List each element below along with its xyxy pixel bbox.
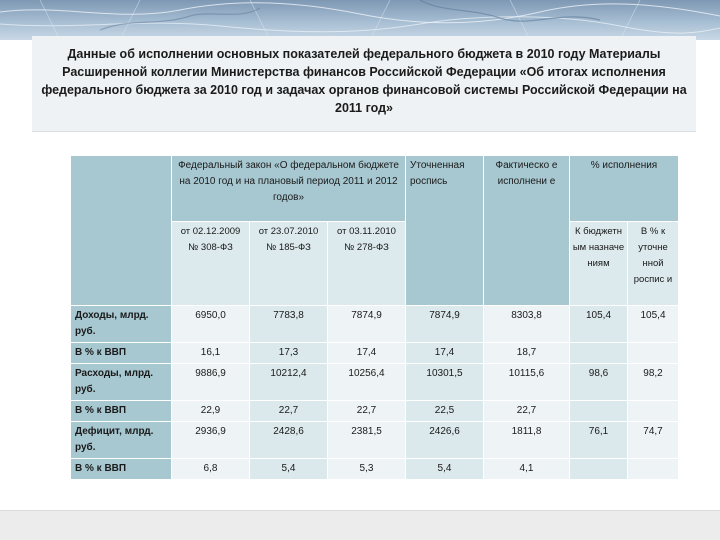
table-cell bbox=[570, 343, 628, 364]
table-cell: 98,6 bbox=[570, 364, 628, 401]
row-label: В % к ВВП bbox=[71, 343, 172, 364]
table-cell bbox=[628, 343, 679, 364]
row-label: Дефицит, млрд. руб. bbox=[71, 422, 172, 459]
table-row bbox=[71, 364, 679, 401]
table-cell: 10115,6 bbox=[484, 364, 570, 401]
header-empty-corner bbox=[71, 156, 172, 306]
table-cell: 6950,0 bbox=[172, 306, 250, 343]
table-row bbox=[71, 422, 679, 459]
table-cell: 22,7 bbox=[250, 401, 328, 422]
table-cell: 22,9 bbox=[172, 401, 250, 422]
table-cell: 5,3 bbox=[328, 459, 406, 480]
table-cell: 76,1 bbox=[570, 422, 628, 459]
table-row bbox=[71, 306, 679, 343]
table-cell: 6,8 bbox=[172, 459, 250, 480]
table-cell: 2426,6 bbox=[406, 422, 484, 459]
law-version-2 bbox=[250, 222, 328, 306]
header-pct-adjusted: В % к уточне нной роспис и bbox=[628, 222, 679, 306]
budget-table bbox=[70, 155, 679, 480]
table-cell: 105,4 bbox=[570, 306, 628, 343]
table-row bbox=[71, 343, 679, 364]
table-cell: 22,7 bbox=[484, 401, 570, 422]
law-version-number: № 308-ФЗ bbox=[188, 242, 233, 253]
table-cell: 17,3 bbox=[250, 343, 328, 364]
row-label: В % к ВВП bbox=[71, 401, 172, 422]
table-cell: 5,4 bbox=[250, 459, 328, 480]
table-cell bbox=[570, 401, 628, 422]
map-decoration bbox=[0, 0, 720, 40]
table-cell: 2381,5 bbox=[328, 422, 406, 459]
page-title: Данные об исполнении основных показателей федерального бюджета в 2010 году Материалы Расширенной коллегии Министерства финансов Российской Федерации «Об итогах исполнения федерального бюджета за 2010 год и задачах органов финансовой системы Российской Федерации на 2011 год» bbox=[41, 47, 687, 115]
table-cell: 1811,8 bbox=[484, 422, 570, 459]
table-cell: 7874,9 bbox=[406, 306, 484, 343]
table-cell: 8303,8 bbox=[484, 306, 570, 343]
table-cell: 5,4 bbox=[406, 459, 484, 480]
table-row bbox=[71, 459, 679, 480]
law-version-1 bbox=[172, 222, 250, 306]
table-cell: 7783,8 bbox=[250, 306, 328, 343]
header-pct-budget: К бюджетн ым назначе ниям bbox=[570, 222, 628, 306]
table-cell bbox=[628, 401, 679, 422]
table-cell: 22,7 bbox=[328, 401, 406, 422]
law-version-date: от 03.11.2010 bbox=[337, 226, 396, 237]
table-row bbox=[71, 401, 679, 422]
table-cell: 7874,9 bbox=[328, 306, 406, 343]
table-cell: 2936,9 bbox=[172, 422, 250, 459]
law-version-number: № 185-ФЗ bbox=[266, 242, 311, 253]
header-actual: Фактическо е исполнени е bbox=[484, 156, 570, 306]
table-cell: 16,1 bbox=[172, 343, 250, 364]
table-cell: 4,1 bbox=[484, 459, 570, 480]
table-cell: 17,4 bbox=[328, 343, 406, 364]
law-version-date: от 23.07.2010 bbox=[258, 226, 319, 237]
table-cell: 10301,5 bbox=[406, 364, 484, 401]
table-cell: 98,2 bbox=[628, 364, 679, 401]
law-version-date: от 02.12.2009 bbox=[180, 226, 241, 237]
footer-band bbox=[0, 510, 720, 540]
table-cell: 17,4 bbox=[406, 343, 484, 364]
table-cell bbox=[628, 459, 679, 480]
row-label: В % к ВВП bbox=[71, 459, 172, 480]
table-cell: 105,4 bbox=[628, 306, 679, 343]
table-cell: 18,7 bbox=[484, 343, 570, 364]
table-cell: 74,7 bbox=[628, 422, 679, 459]
header-map-banner bbox=[0, 0, 720, 40]
table-cell: 10212,4 bbox=[250, 364, 328, 401]
header-adjusted: Уточненная роспись bbox=[406, 156, 484, 306]
law-version-number: № 278-ФЗ bbox=[344, 242, 389, 253]
table-cell bbox=[570, 459, 628, 480]
table-cell: 9886,9 bbox=[172, 364, 250, 401]
table-cell: 2428,6 bbox=[250, 422, 328, 459]
row-label: Расходы, млрд. руб. bbox=[71, 364, 172, 401]
law-version-3 bbox=[328, 222, 406, 306]
header-federal-law: Федеральный закон «О федеральном бюджете на 2010 год и на плановый период 2011 и 2012 годов» bbox=[172, 156, 406, 222]
table-header-row bbox=[71, 156, 679, 222]
header-percent: % исполнения bbox=[570, 156, 679, 222]
table-cell: 10256,4 bbox=[328, 364, 406, 401]
table-cell: 22,5 bbox=[406, 401, 484, 422]
row-label: Доходы, млрд. руб. bbox=[71, 306, 172, 343]
